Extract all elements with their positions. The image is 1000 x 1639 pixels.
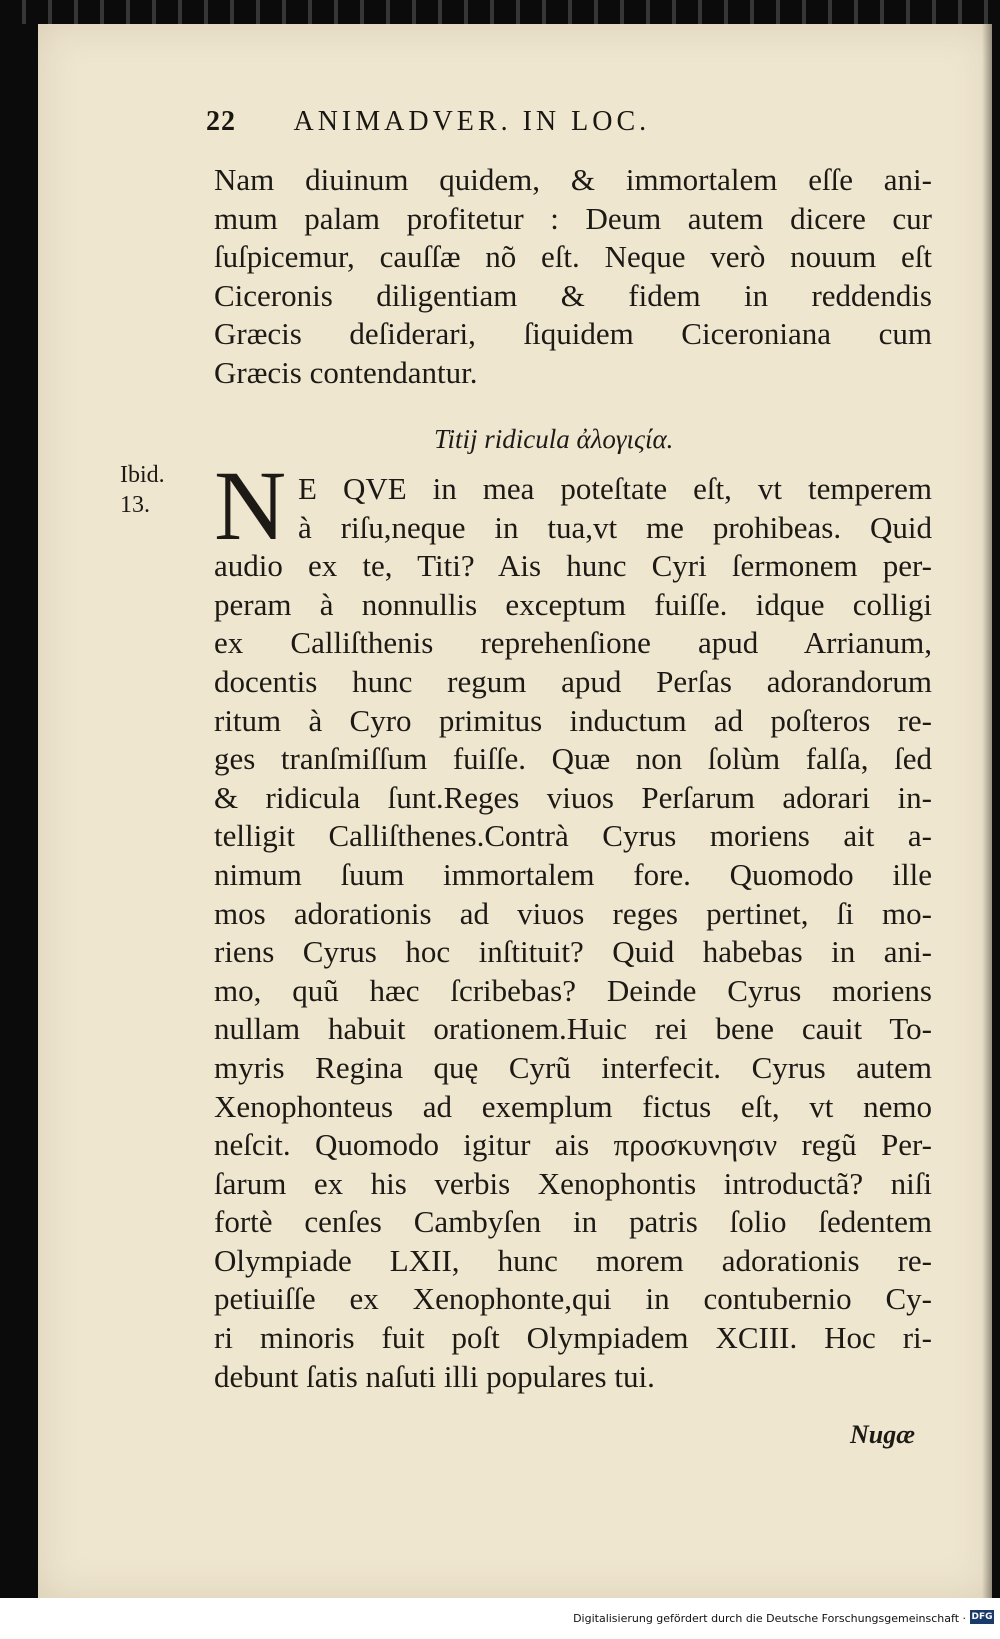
text-line: ſuſpicemur, cauſſæ nõ eſt. Neque verò nouum eſt bbox=[214, 239, 932, 275]
text-line: myris Regina quę Cyrũ interfecit. Cyrus autem bbox=[214, 1049, 932, 1085]
text-line: Nam diuinum quidem, & immortalem eſſe ani- bbox=[214, 162, 932, 197]
catchword: Nugæ bbox=[850, 1420, 916, 1449]
text-line: ſarum ex his verbis Xenophontis introductã? niſi bbox=[214, 1165, 932, 1201]
text-line: debunt ſatis naſuti illi populares tui. bbox=[214, 1358, 655, 1394]
dfg-logo-icon: DFG bbox=[971, 1612, 993, 1622]
marginal-note-line: Ibid. bbox=[120, 462, 165, 488]
text-line: nullam habuit orationem.Huic rei bene cauit To- bbox=[214, 1011, 932, 1047]
text-line: petiuiſſe ex Xenophonte,qui in contubernio Cy- bbox=[214, 1281, 932, 1317]
text-line: ritum à Cyro primitus inductum ad poſteros re- bbox=[214, 702, 932, 738]
text-line: mos adorationis ad viuos reges pertinet, ſi mo- bbox=[214, 895, 932, 931]
text-line: à riſu,neque in tua,vt me prohibeas. Quid bbox=[298, 509, 932, 545]
text-line: audio ex te, Titi? Ais hunc Cyri ſermonem per- bbox=[214, 548, 932, 584]
text-line: mum palam profitetur : Deum autem dicere cur bbox=[214, 200, 932, 236]
marginal-note bbox=[120, 460, 165, 520]
text-line: peram à nonnullis exceptum fuiſſe. idque colligi bbox=[214, 586, 932, 622]
paragraph-2 bbox=[214, 470, 932, 1396]
page-edge-shadow bbox=[982, 24, 992, 1598]
text-line: riens Cyrus hoc inſtituit? Quid habebas in ani- bbox=[214, 934, 932, 970]
text-line: Olympiade LXII, hunc morem adorationis re- bbox=[214, 1242, 932, 1278]
book-page bbox=[38, 24, 992, 1598]
text-line: mo, quũ hæc ſcribebas? Deinde Cyrus moriens bbox=[214, 972, 932, 1008]
marginal-note-line: 13. bbox=[120, 492, 150, 518]
drop-cap: N bbox=[214, 450, 287, 561]
text-line: Græcis contendantur. bbox=[214, 354, 478, 390]
text-line: ex Calliſthenis reprehenſione apud Arrianum, bbox=[214, 625, 932, 661]
text-line: & ridicula ſunt.Reges viuos Perſarum adorari in- bbox=[214, 779, 932, 815]
text-line: telligit Calliſthenes.Contrà Cyrus moriens ait a- bbox=[214, 818, 932, 854]
page-number: 22 bbox=[206, 106, 236, 137]
text-line: Ciceronis diligentiam & fidem in reddendis bbox=[214, 277, 932, 313]
text-line: neſcit. Quomodo igitur ais προσκυνησιν regũ Per- bbox=[214, 1127, 932, 1163]
text-line: nimum ſuum immortalem fore. Quomodo ille bbox=[214, 856, 932, 892]
text-line: ri minoris fuit poſt Olympiadem XCIII. Hoc ri- bbox=[214, 1320, 932, 1356]
scan-ruler bbox=[0, 0, 1000, 24]
text-line: E QVE in mea poteſtate eſt, vt temperem bbox=[298, 471, 932, 506]
text-line: docentis hunc regum apud Perſas adorandorum bbox=[214, 663, 932, 699]
text-line: Græcis deſiderari, ſiquidem Ciceroniana cum bbox=[214, 316, 932, 352]
running-header bbox=[206, 106, 846, 138]
text-line: Xenophonteus ad exemplum fictus eſt, vt nemo bbox=[214, 1088, 932, 1124]
running-title: ANIMADVER. IN LOC. bbox=[293, 106, 651, 137]
text-line: ges tranſmiſſum fuiſſe. Quæ non ſolùm falſa, ſed bbox=[214, 741, 932, 777]
text-line: fortè cenſes Cambyſen in patris ſolio ſedentem bbox=[214, 1204, 932, 1240]
section-title: Titij ridicula ἀλογιςία. bbox=[434, 424, 674, 454]
footer-bar bbox=[0, 1598, 1000, 1639]
paragraph-1 bbox=[214, 161, 932, 393]
funding-credit: Digitalisierung gefördert durch die Deutsche Forschungsgemeinschaft · bbox=[573, 1612, 966, 1625]
